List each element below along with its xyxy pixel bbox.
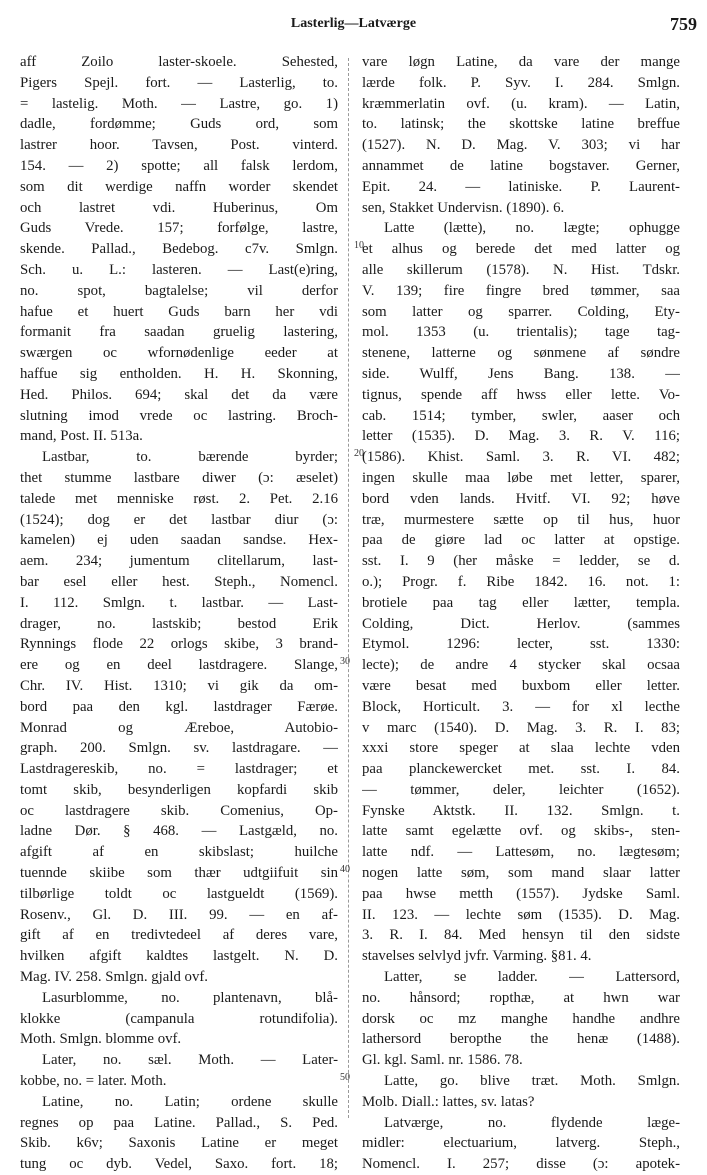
text-line: midler: electuarium, latverg. Steph., (362, 1135, 680, 1152)
text-line: V. 139; fire fingre bred tømmer, saa (362, 282, 680, 299)
text-line: no. hånsord; ropthæ, at hwn war (362, 989, 680, 1006)
text-line: drager, no. lastskib; bestod Erik (20, 615, 338, 632)
text-line: kobbe, no. = later. Moth. (20, 1073, 167, 1090)
text-line: brotiele paa tag eller lætter, templa. (362, 594, 680, 611)
margin-line-number: 30 (340, 656, 350, 667)
text-line: bar esel eller hest. Steph., Nomencl. (20, 573, 338, 590)
text-line: (1586). Khist. Saml. 3. R. VI. 482; (362, 449, 680, 466)
text-line: — tømmer, deler, leichter (1652). (362, 781, 680, 798)
text-line: latte ndf. — Lattesøm, no. lægtesøm; (362, 844, 680, 861)
text-line: dadle, fordømme; Guds ord, som (20, 116, 338, 133)
margin-line-number: 10 (354, 240, 364, 251)
text-line: regnes op paa Latine. Pallad., S. Ped. (20, 1114, 338, 1131)
text-line: slutning imod vrede oc lastring. Broch- (20, 407, 338, 424)
margin-line-number: 20 (354, 448, 364, 459)
text-line: Lastbar, to. bærende byrder; (42, 449, 338, 466)
margin-line-number: 50 (340, 1072, 350, 1083)
text-line: no. spot, bagtalelse; vil derfor (20, 282, 338, 299)
text-line: thet stumme lastbare diwer (ɔ: æselet) (20, 469, 338, 486)
text-line: kamelen) ej uden saadan sandse. Hex- (20, 532, 338, 549)
text-line: Pigers Spejl. fort. — Lasterlig, to. (20, 74, 338, 91)
text-line: lecte); de andre 4 stycker skal ocsaa (362, 657, 680, 674)
text-line: Latte, go. blive træt. Moth. Smlgn. (384, 1073, 680, 1090)
text-line: hvilken afgift kaldtes lastgelt. N. D. (20, 948, 338, 965)
text-line: I. 112. Smlgn. t. lastbar. — Last- (20, 594, 338, 611)
text-line: lastrer hoor. Tavsen, Post. vinterd. (20, 137, 338, 154)
page-number: 759 (670, 14, 697, 34)
text-line: være besat med buxbom eller letter. (362, 677, 680, 694)
text-line: sen, Stakket Undervisn. (1890). 6. (362, 199, 565, 216)
text-line: Fynske Aktstk. II. 132. Smlgn. t. (362, 802, 680, 819)
text-line: Sch. u. L.: lasteren. — Last(e)ring, (20, 261, 338, 278)
text-line: vare løgn Latine, da vare der mange (362, 54, 680, 70)
text-line: skende. Pallad., Bedebog. c7v. Smlgn. (20, 241, 338, 258)
text-line: swærgen oc wfornødenlige eeder at (20, 345, 338, 362)
text-line: Block, Horticult. 3. — for xl lecthe (362, 698, 680, 715)
text-line: oc lastdragere skib. Comenius, Op- (20, 802, 338, 819)
text-line: paa planckewercket met. sst. I. 84. (362, 761, 680, 778)
text-line: (1527). N. D. Mag. V. 303; vi har (362, 137, 680, 154)
text-line: talede met menniske røst. 2. Pet. 2.16 (20, 490, 338, 507)
running-head: Lasterlig—Latværge (290, 16, 417, 31)
text-line: II. 123. — lechte søm (1535). D. Mag. (362, 906, 680, 923)
text-line: lathersord beropthe the henæ (1488). (362, 1031, 680, 1048)
text-line: Molb. Diall.: lattes, sv. latas? (362, 1093, 535, 1110)
text-line: som latter og sparrer. Colding, Ety- (362, 303, 680, 320)
text-line: Lasurblomme, no. plantenavn, blå- (42, 989, 338, 1006)
text-line: tomt skib, besynderligen kopfardi skib (20, 781, 338, 798)
text-line: dorsk oc mz manghe handhe andhre (362, 1010, 680, 1027)
text-line: tilbørlige toldt oc lastgueldt (1569). (20, 885, 338, 902)
text-line: som dit werdige naffn worder skendet (20, 178, 338, 195)
text-line: Nomencl. I. 257; disse (ɔ: apotek- (362, 1156, 680, 1173)
text-line: aem. 234; jumentum clitellarum, last- (20, 553, 338, 570)
margin-line-number: 40 (340, 864, 350, 875)
text-line: 154. — 2) spotte; all falsk lerdom, (20, 157, 338, 174)
text-line: Latte (lætte), no. lægte; ophugge (384, 220, 680, 237)
text-line: lærde folk. P. Syv. I. 284. Smlgn. (362, 74, 680, 91)
text-line: et alhus og berede det med latter og (362, 241, 680, 258)
text-line: aff Zoilo laster-skoele. Sehested, (20, 54, 338, 70)
text-line: Moth. Smlgn. blomme ovf. (20, 1031, 182, 1048)
text-line: = lastelig. Moth. — Lastre, go. 1) (20, 95, 338, 112)
text-line: tignus, spende aff hwss eller lette. Vo- (362, 386, 680, 403)
text-line: tung oc dyb. Vedel, Saxo. fort. 18; (20, 1156, 338, 1173)
text-line: Later, no. sæl. Moth. — Later- (42, 1052, 338, 1069)
text-line: bord paa den kgl. lastdrager Færøe. (20, 698, 338, 715)
text-line: ladne Dør. § 468. — Lastgæld, no. (20, 823, 338, 840)
text-line: formanit fra saadan gruelig lastering, (20, 324, 338, 341)
text-line: Epit. 24. — latiniske. P. Laurent- (362, 178, 680, 195)
text-line: Etymol. 1296: lecter, sst. 1330: (362, 636, 680, 653)
column-divider (348, 58, 349, 1118)
text-line: v marc (1540). D. Mag. 3. R. I. 83; (362, 719, 680, 736)
text-line: Monrad og Æreboe, Autobio- (20, 719, 338, 736)
text-line: stavelses selvlyd jvfr. Varming. §81. 4. (362, 948, 592, 965)
text-line: alle skillerum (1578). N. Hist. Tdskr. (362, 261, 680, 278)
text-line: afgift af en skibslast; huilche (20, 844, 338, 861)
text-line: side. Wulff, Jens Bang. 138. — (362, 365, 680, 382)
text-line: ere og en deel lastdragere. Slange, (20, 657, 338, 674)
text-line: cab. 1514; tymber, swler, aaser och (362, 407, 680, 424)
text-line: nogen latte søm, som mand slaar latter (362, 865, 680, 882)
text-line: klokke (campanula rotundifolia). (20, 1010, 338, 1027)
left-column (20, 52, 338, 1175)
text-line: sst. I. 9 (her måske = ledder, se d. (362, 553, 680, 570)
text-line: Guds Vrede. 157; forfølge, lastre, (20, 220, 338, 237)
text-line: latte samt egelætte ovf. og skibs-, sten- (362, 823, 680, 840)
text-line: Rynnings flode 22 orlogs skibe, 3 brand- (20, 636, 338, 653)
text-line: letter (1535). D. Mag. 3. R. V. 116; (362, 428, 680, 445)
text-line: xxxi store speger at slaa lechte vden (362, 740, 680, 757)
text-line: haffue sig entholden. H. H. Skonning, (20, 365, 338, 382)
text-line: graph. 200. Smlgn. sv. lastdragare. — (20, 740, 338, 757)
text-line: træ, murmestere sætte op til hus, huor (362, 511, 680, 528)
text-line: (1524); dog er det lastbar diur (ɔ: (20, 511, 338, 528)
text-line: Latværge, no. flydende læge- (384, 1114, 680, 1131)
text-line: Skib. k6v; Saxonis Latine er meget (20, 1135, 338, 1152)
text-line: to. latinsk; the skottske latine breffue (362, 116, 680, 133)
text-line: mol. 1353 (u. trientalis); tage tag- (362, 324, 680, 341)
text-line: o.); Progr. f. Ribe 1842. 16. not. 1: (362, 573, 680, 590)
text-line: Rosenv., Gl. D. III. 99. — en af- (20, 906, 338, 923)
text-line: gift af en tredivtedeel af deres vare, (20, 927, 338, 944)
text-line: annammet de latine bogstaver. Gerner, (362, 157, 680, 174)
text-line: Mag. IV. 258. Smlgn. gjald ovf. (20, 969, 208, 986)
text-line: och lastret vdi. Huberinus, Om (20, 199, 338, 216)
right-column (362, 52, 680, 1175)
text-line: hafue et huert Guds barn her vdi (20, 303, 338, 320)
text-line: Latine, no. Latin; ordene skulle (42, 1093, 338, 1110)
text-line: bord vden lands. Hvitf. VI. 92; høve (362, 490, 680, 507)
text-line: paa hwse metth (1557). Jydske Saml. (362, 885, 680, 902)
text-line: paa de giøre lad oc latter at opstige. (362, 532, 680, 549)
text-line: Lastdragereskib, no. = lastdrager; et (20, 761, 338, 778)
text-line: mand, Post. II. 513a. (20, 428, 143, 445)
text-line: Colding, Dict. Herlov. (sammes (362, 615, 680, 632)
text-line: tuennde skiibe som thær udtgiifuit sin (20, 865, 338, 882)
text-line: 3. R. I. 84. Med hensyn til den sidste (362, 927, 680, 944)
text-line: Hed. Philos. 694; skal det da være (20, 386, 338, 403)
page-header (0, 14, 707, 44)
text-line: Latter, se ladder. — Lattersord, (384, 969, 680, 986)
text-line: kræmmerlatin ovf. (u. kram). — Latin, (362, 95, 680, 112)
text-line: Chr. IV. Hist. 1310; vi gik da om- (20, 677, 338, 694)
text-line: stenene, latterne og sønmene af søndre (362, 345, 680, 362)
text-line: ingen skulle maa løbe met letter, sparer, (362, 469, 680, 486)
text-line: Gl. kgl. Saml. nr. 1586. 78. (362, 1052, 523, 1069)
